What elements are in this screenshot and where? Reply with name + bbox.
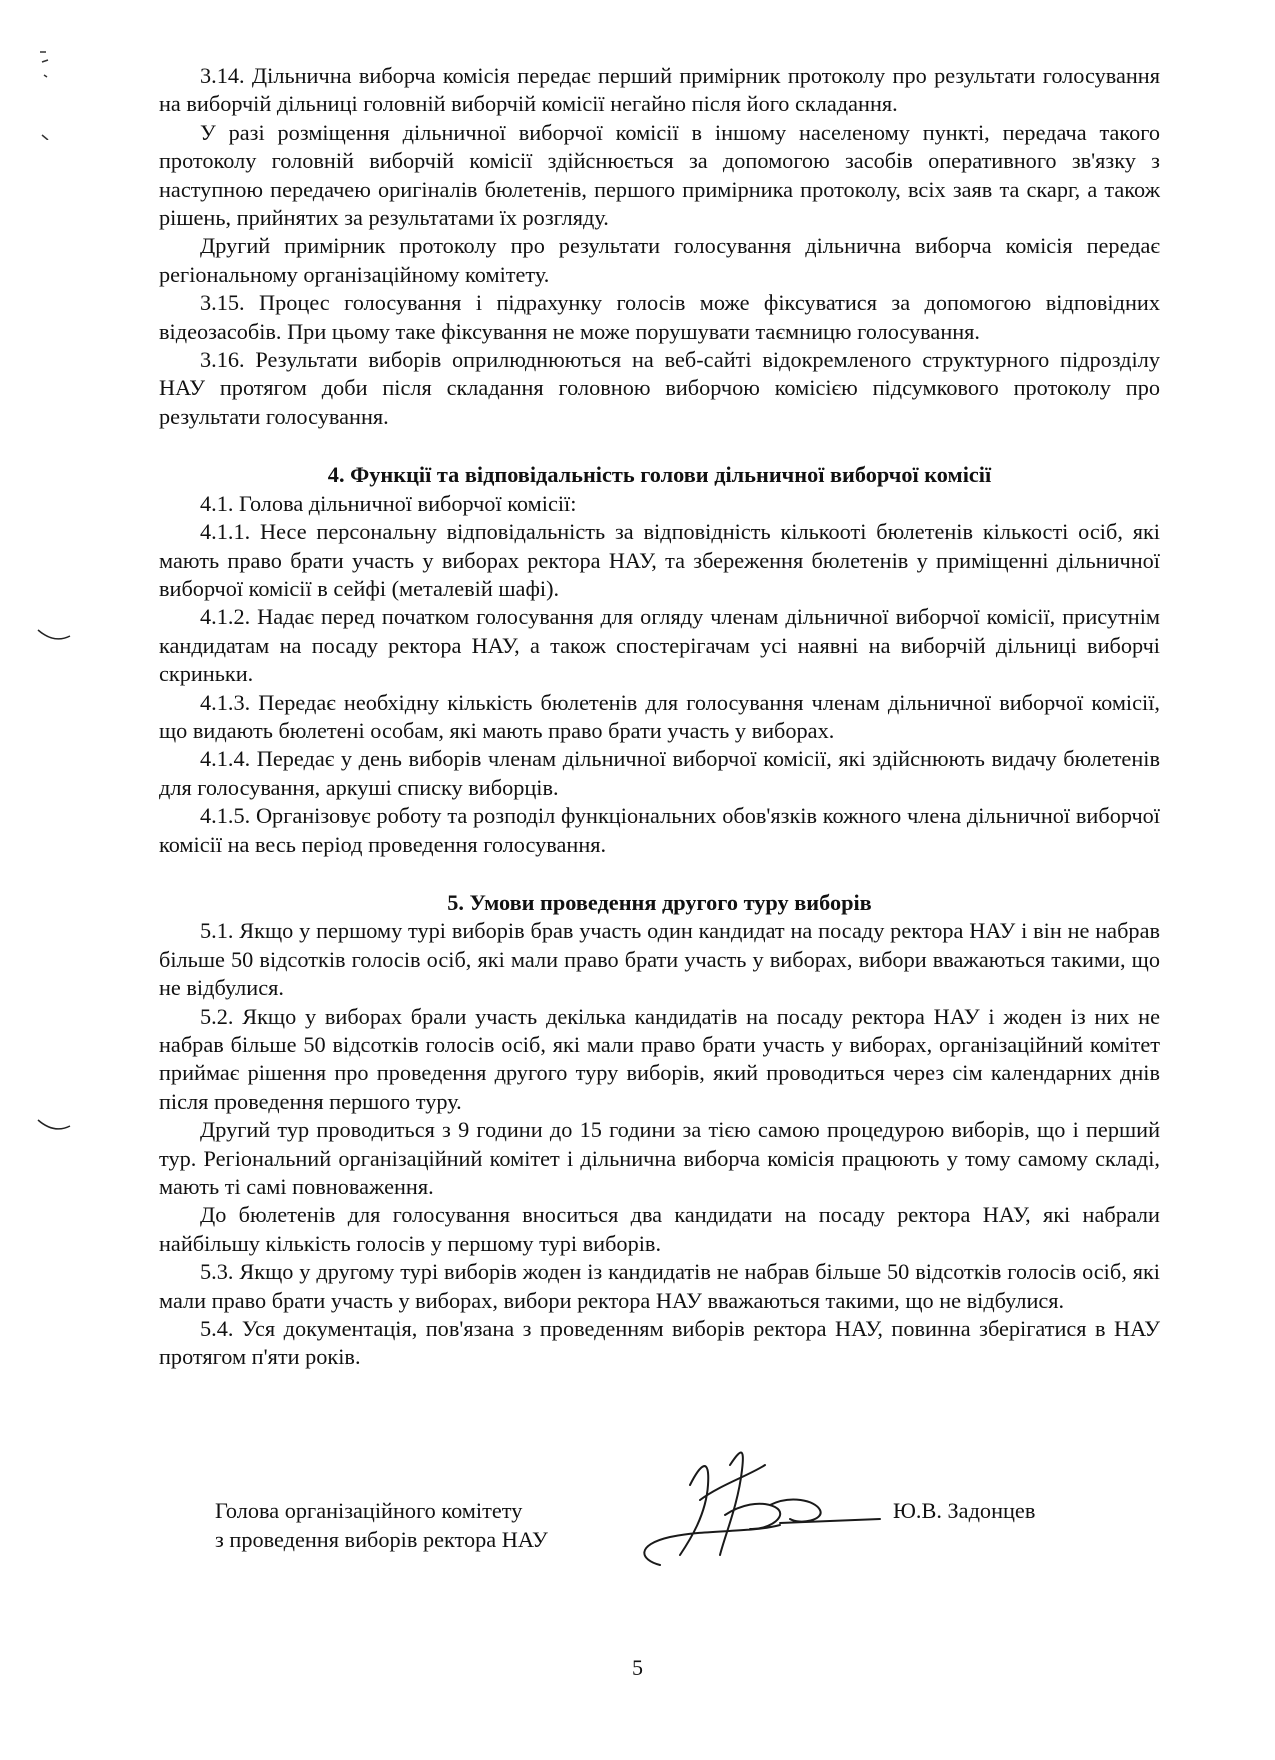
document-body: [159, 62, 1160, 1372]
paragraph: 4.1.3. Передає необхідну кількість бюлетенів для голосування членам дільничної виборчої комісії, що видають бюлетені особам, які мають право брати участь у виборах.: [159, 689, 1160, 743]
section-heading: 5. Умови проведення другого туру виборів: [447, 889, 872, 915]
paragraph: 3.15. Процес голосування і підрахунку голосів може фіксуватися за допомогою відповідних відеозасобів. При цьому таке фіксування не може порушувати таємницю голосування.: [159, 290, 1160, 344]
scan-mark-top: [36, 40, 56, 140]
hole-punch-mark-1: [36, 628, 76, 648]
paragraph: До бюлетенів для голосування вноситься два кандидати на посаду ректора НАУ, які набрали найбільшу кількість голосів у першому турі виборів.: [159, 1202, 1160, 1256]
paragraph: 3.16. Результати виборів оприлюднюються на веб-сайті відокремленого структурного підрозділу НАУ протягом доби після складання головною виборчою комісією підсумкового протоколу про результати голосування.: [159, 347, 1160, 429]
signatory-title: [215, 1496, 548, 1554]
signatory-title-line-2: з проведення виборів ректора НАУ: [215, 1527, 548, 1552]
section-heading: 4. Функції та відповідальність голови дільничної виборчої комісії: [327, 462, 992, 488]
page-number: 5: [632, 1655, 643, 1680]
hole-punch-mark-2: [36, 1118, 76, 1138]
paragraph: Другий примірник протоколу про результати голосування дільнична виборча комісія передає регіональному організаційному комітету.: [159, 233, 1160, 287]
paragraph: 5.1. Якщо у першому турі виборів брав участь один кандидат на посаду ректора НАУ і він не набрав більше 50 відсотків голосів осіб, які мали право брати участь у виборах, вибори вважаються такими, що не відбулися.: [159, 918, 1160, 1001]
paragraph: 3.14. Дільнична виборча комісія передає перший примірник протоколу про результати голосування на виборчій дільниці головній виборчій комісії негайно після його складання.: [159, 63, 1160, 117]
paragraph: 4.1. Голова дільничної виборчої комісії:: [200, 490, 577, 516]
paragraph: Другий тур проводиться з 9 години до 15 години за тією самою процедурою виборів, що і перший тур. Регіональний організаційний комітет і дільнична виборча комісія працюють у тому самому складі, мають ті самі повноваження.: [159, 1117, 1160, 1200]
paragraph: 4.1.5. Організовує роботу та розподіл функціональних обов'язків кожного члена дільничної виборчої комісії на весь період проведення голосування.: [159, 803, 1160, 857]
paragraph: У разі розміщення дільничної виборчої комісії в іншому населеному пункті, передача такого протоколу головній виборчій комісії здійснюється за допомогою засобів оперативного зв'язку з наступною передачею оригіналів бюлетенів, першого примірника протоколу, всіх заяв та скарг, а також рішень, прийнятих за результатами їх розгляду.: [159, 119, 1160, 231]
paragraph: 4.1.2. Надає перед початком голосування для огляду членам дільничної виборчої комісії, присутнім кандидатам на посаду ректора НАУ, а також спостерігачам усі наявні на виборчій дільниці виборчі скриньки.: [159, 604, 1160, 687]
section-spacer: [159, 859, 1160, 889]
section-spacer: [159, 431, 1160, 461]
paragraph: 5.4. Уся документація, пов'язана з проведенням виборів ректора НАУ, повинна зберігатися в НАУ протягом п'яти років.: [159, 1316, 1160, 1370]
paragraph: 4.1.1. Несе персональну відповідальність за відповідність кількооті бюлетенів кількості осіб, які мають право брати участь у виборах ректора НАУ, та збереження бюлетенів у приміщенні дільничної виборчої комісії в сейфі (металевій шафі).: [159, 519, 1160, 601]
signatory-title-line-1: Голова організаційного комітету: [215, 1498, 523, 1523]
paragraph: 4.1.4. Передає у день виборів членам дільничної виборчої комісії, які здійснюють видачу бюлетенів для голосування, аркуші списку виборців.: [159, 746, 1160, 800]
paragraph: 5.3. Якщо у другому турі виборів жоден із кандидатів не набрав більше 50 відсотків голосів осіб, які мали право брати участь у виборах, вибори ректора НАУ вважаються такими, що не відбулися.: [159, 1259, 1160, 1313]
paragraph: 5.2. Якщо у виборах брали участь декілька кандидатів на посаду ректора НАУ і жоден із них не набрав більше 50 відсотків голосів осіб, які мали право брати участь у виборах, організаційний комітет приймає рішення про проведення другого туру виборів, який проводиться через сім календарних днів після проведення першого туру.: [159, 1003, 1160, 1114]
handwritten-signature: [630, 1445, 890, 1575]
signatory-name: Ю.В. Задонцев: [893, 1498, 1036, 1523]
